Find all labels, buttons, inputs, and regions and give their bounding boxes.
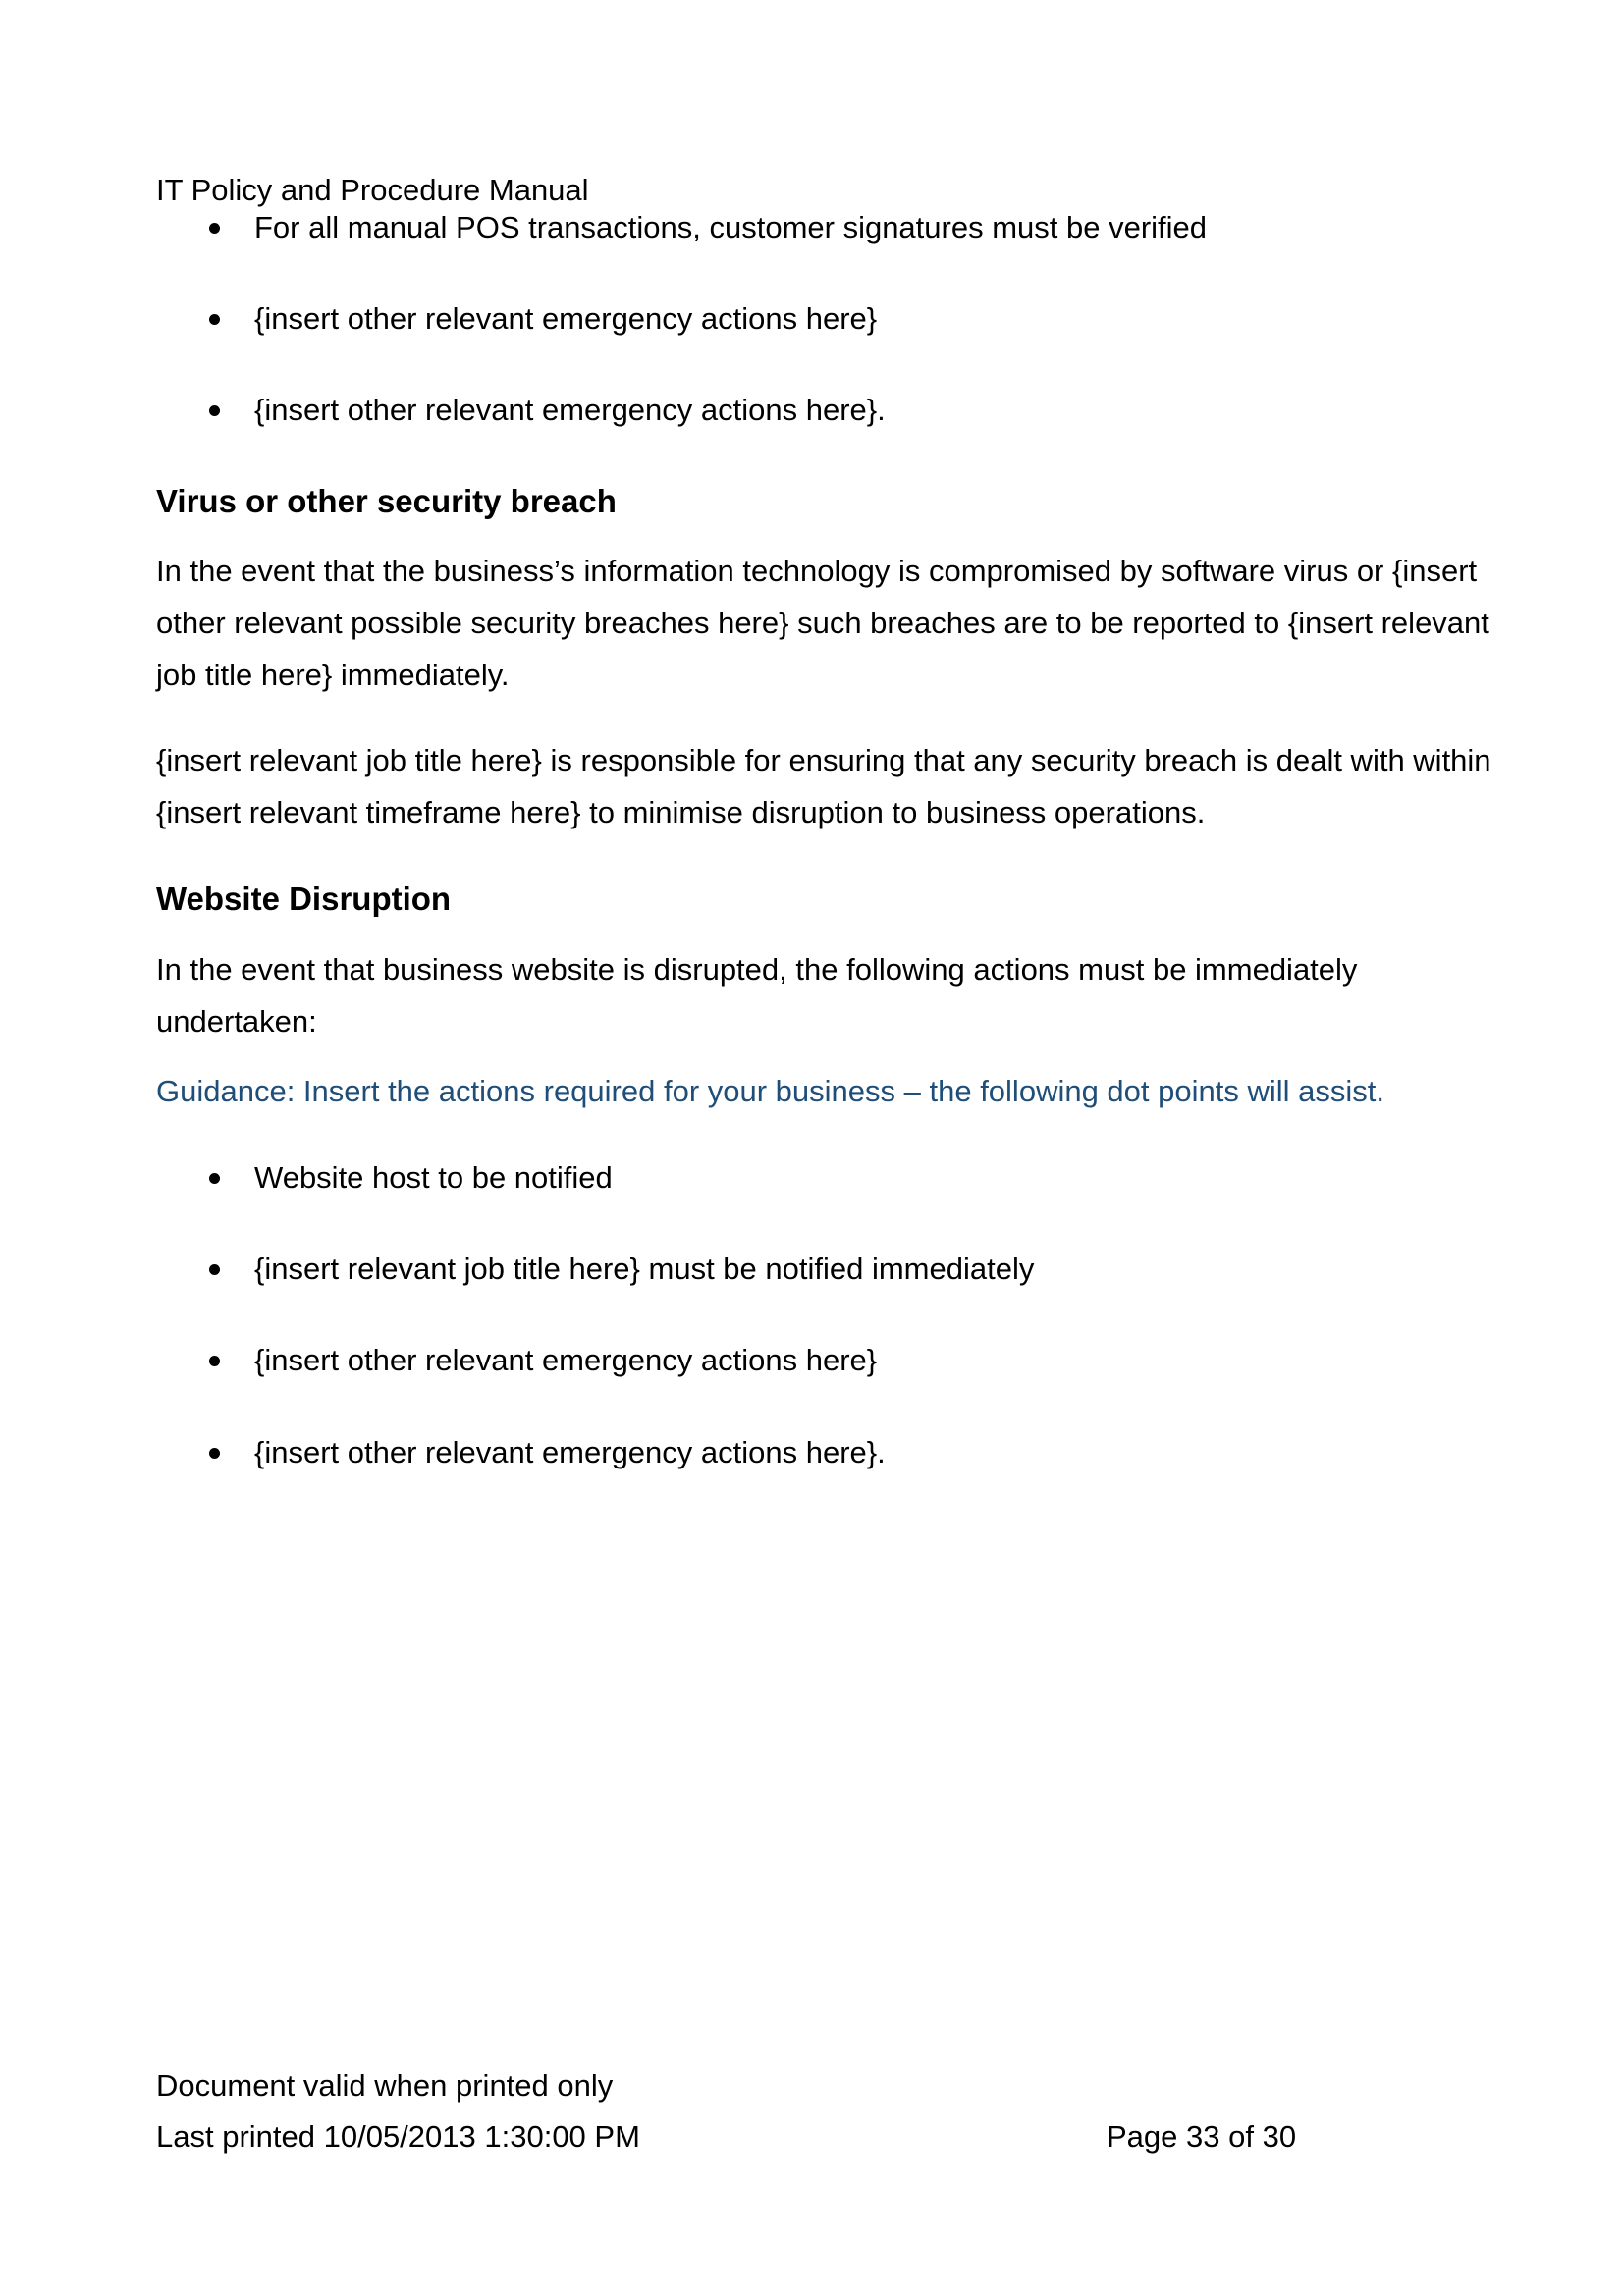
section-heading-website: Website Disruption bbox=[156, 881, 452, 917]
footer-page-number: Page 33 of 30 bbox=[1107, 2119, 1297, 2154]
paragraph-website-1: In the event that business website is disrupted, the following actions must be immediately undertaken: bbox=[156, 952, 1358, 1039]
document-page: IT Policy and Procedure Manual For all manual POS transactions, customer signatures must be verified {insert other relevant emergency actions here} {insert other relevant emergency actions here}. Virus or other security breach In the event that the business’s information technology is compromised by software virus or {insert other relevant possible security breaches here} such breaches are to be reported to {insert relevant job title here} immediately. {insert relevant job title here} is responsible for ensuring that any security breach is dealt with within {insert relevant timeframe here} to minimise disruption to business operations. Website Disruption In the event that business website is disrupted, the following actions must be immediately undertaken: Guidance: Insert the actions required for your business – the following dot points will assist. Website host to be notified {insert relevant job title here} must be notified immediately {insert other relevant emergency actions here} {insert other relevant emergency actions here}. Document valid when printed only Last printed 10/05/2013 1:30:00 PM Page 33 of 30 bbox=[0, 0, 1623, 2296]
bullet-icon bbox=[209, 1264, 220, 1275]
bullet-icon bbox=[209, 1173, 220, 1184]
bullet-icon bbox=[209, 1448, 220, 1459]
bullet-icon bbox=[209, 223, 220, 234]
section-heading-virus: Virus or other security breach bbox=[156, 483, 617, 519]
paragraph-virus-2: {insert relevant job title here} is responsible for ensuring that any security breach is dealt with within {insert relevant timeframe here} to minimise disruption to business operations. bbox=[156, 743, 1491, 829]
paragraph-virus-1: In the event that the business’s information technology is compromised by software virus or {insert other relevant possible security breaches here} such breaches are to be reported to {insert relevant job title here} immediately. bbox=[156, 554, 1489, 692]
footer-validity-note: Document valid when printed only bbox=[156, 2068, 614, 2103]
bullet-icon bbox=[209, 1356, 220, 1366]
bullet-icon bbox=[209, 405, 220, 416]
header-title: IT Policy and Procedure Manual bbox=[156, 173, 589, 207]
bullet-icon bbox=[209, 314, 220, 325]
guidance-note: Guidance: Insert the actions required for your business – the following dot points will assist. bbox=[156, 1074, 1384, 1108]
footer-last-printed: Last printed 10/05/2013 1:30:00 PM bbox=[156, 2119, 640, 2154]
